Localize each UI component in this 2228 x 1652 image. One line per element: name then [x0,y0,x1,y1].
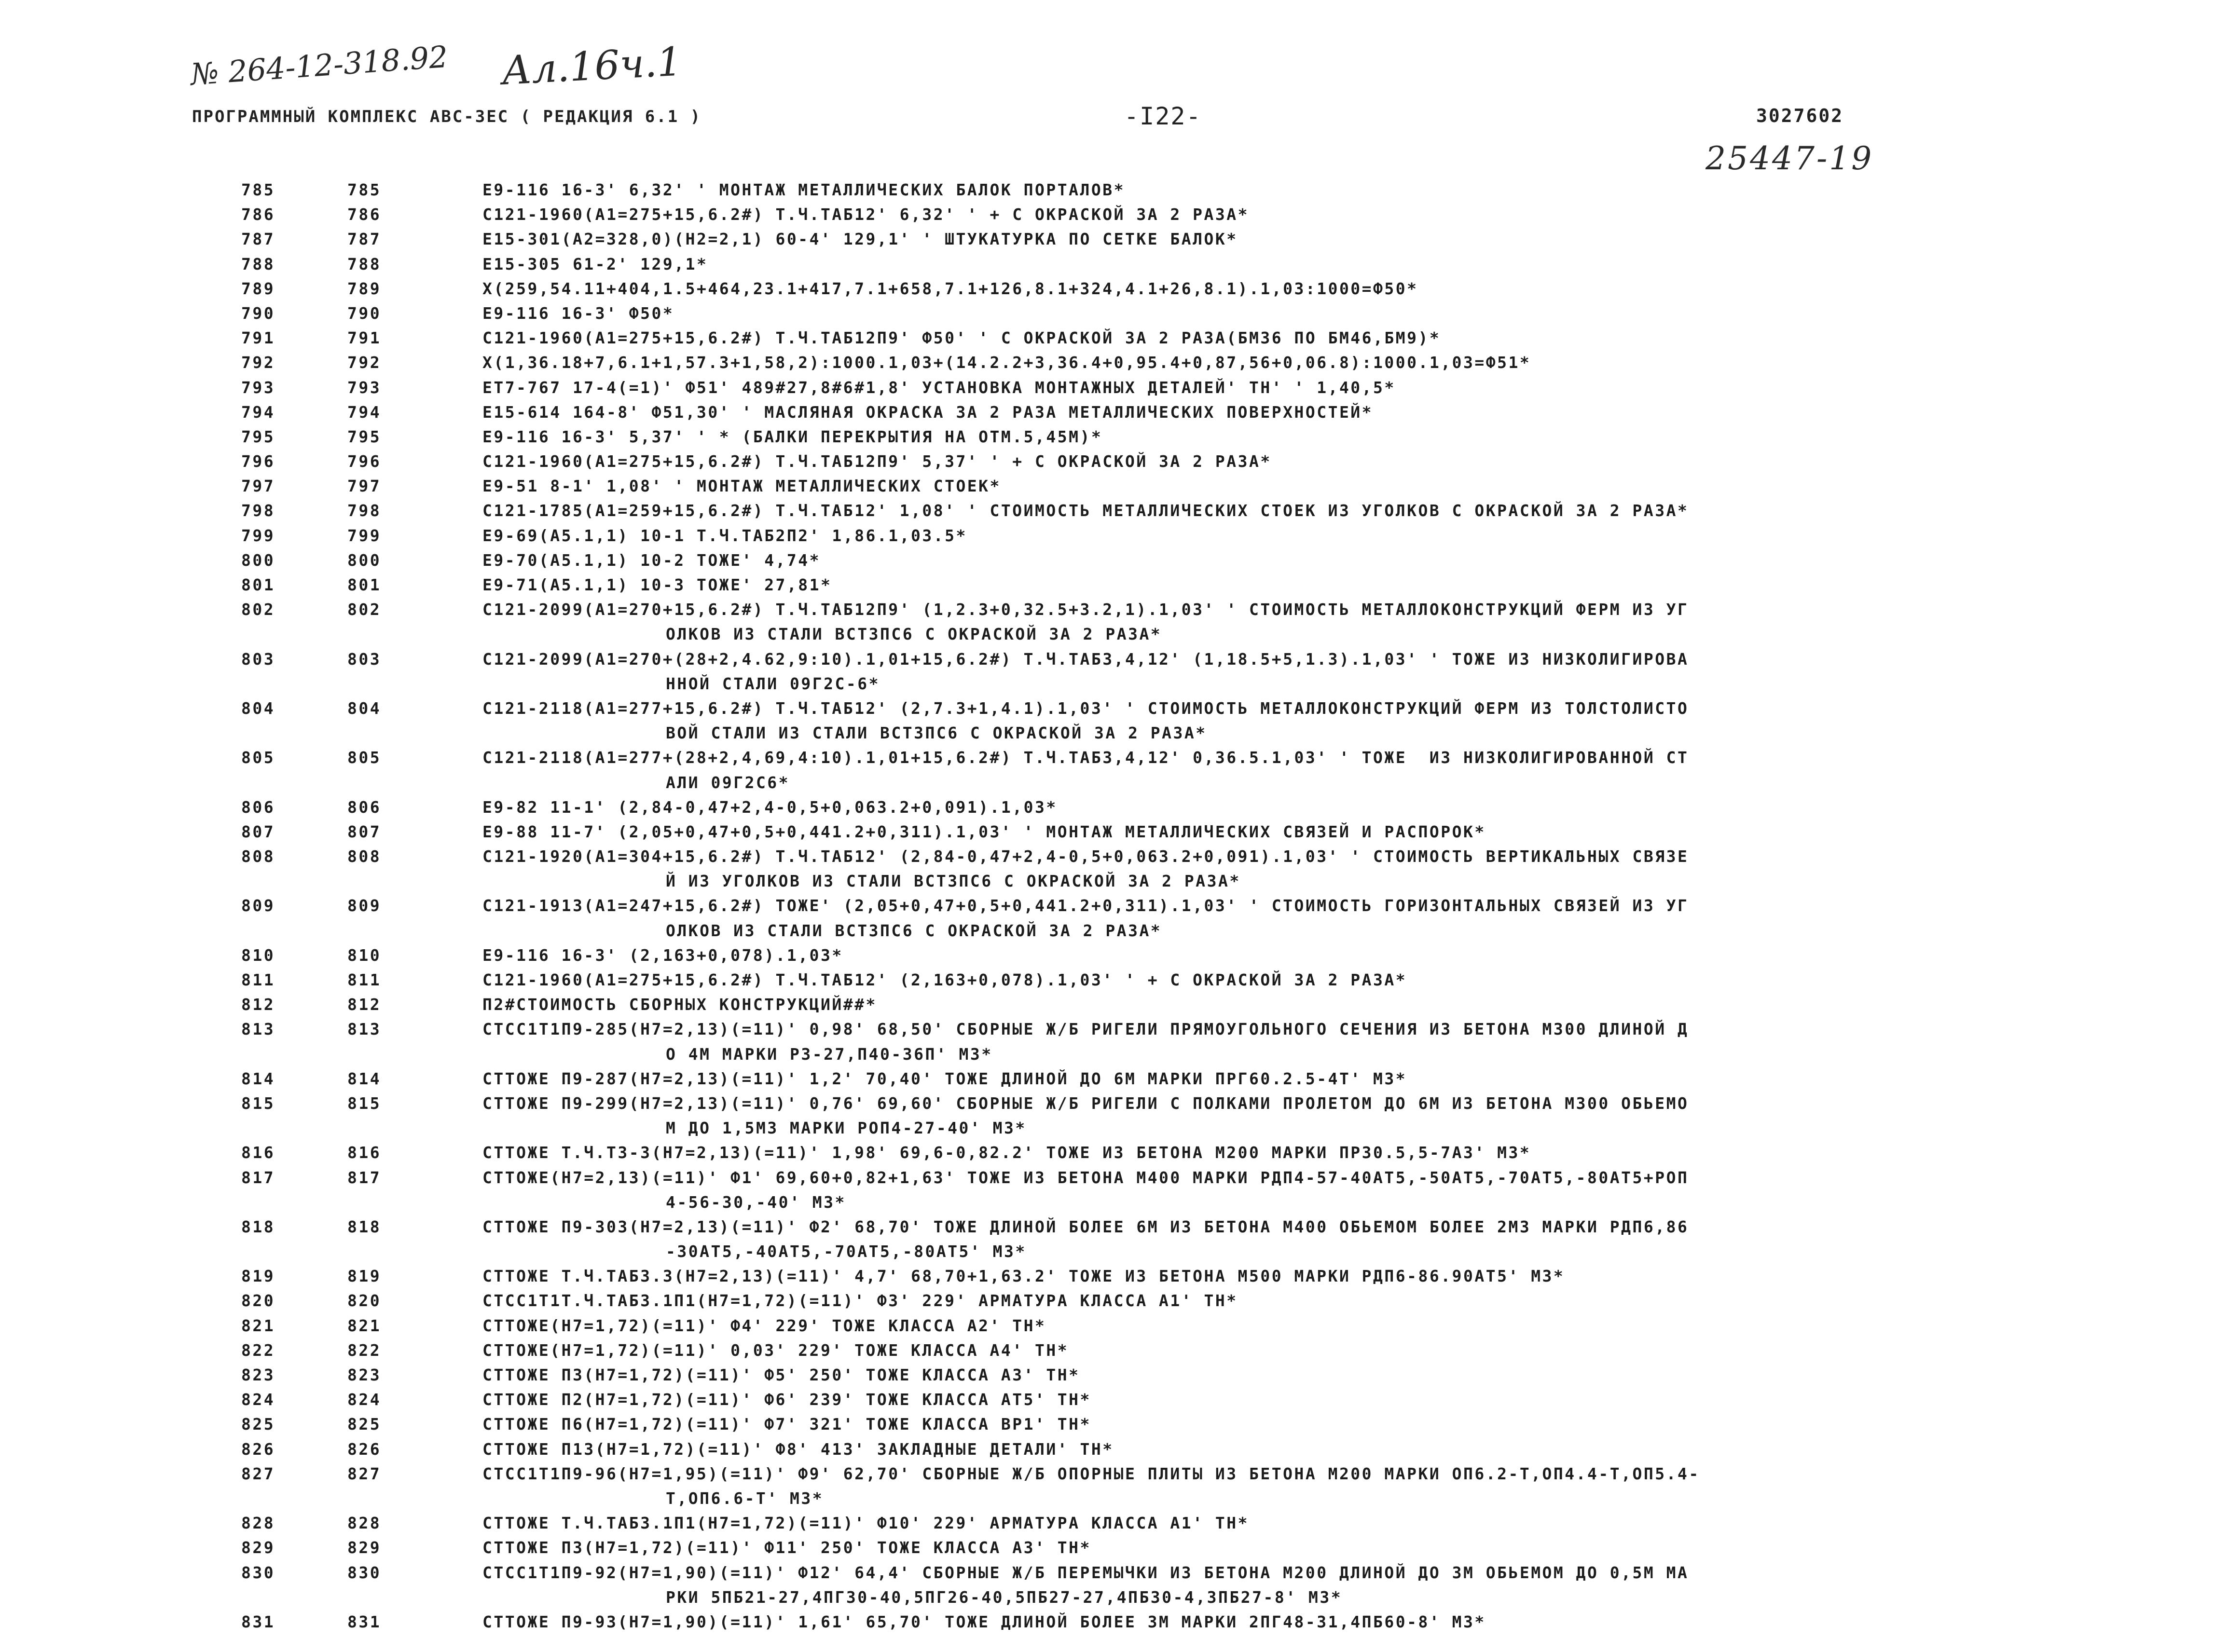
listing-row [0,1215,2228,1264]
statement-text: СТТОЖЕ Т.Ч.ТАБ3.1П1(Н7=1,72)(=11)' Ф10' 229' АРМАТУРА КЛАССА А1' ТН* [482,1514,1250,1533]
statement-text: С121-1960(А1=275+15,6.2#) Т.Ч.ТАБ12П9' 5,37' ' + С ОКРАСКОЙ ЗА 2 РАЗА* [482,452,1272,471]
statement-text: ЕТ7-767 17-4(=1)' Ф51' 489#27,8#6#1,8' УСТАНОВКА МОНТАЖНЫХ ДЕТАЛЕЙ' ТН' ' 1,40,5* [482,378,1396,397]
line-number: 823 [241,1365,275,1384]
listing-row [0,202,2228,227]
listing-line [0,1215,2228,1239]
statement-continuation: ОЛКОВ ИЗ СТАЛИ ВСТ3ПС6 С ОКРАСКОЙ ЗА 2 РАЗА* [666,625,1162,644]
listing-line [0,1560,2228,1585]
statement-number: 825 [347,1415,382,1434]
line-number: 817 [241,1168,275,1187]
listing-line [0,1165,2228,1190]
handwritten-doc-number: № 264-12-318.92 [189,39,449,92]
listing-row [0,177,2228,202]
statement-text: СТТОЖЕ П3(Н7=1,72)(=11)' Ф11' 250' ТОЖЕ КЛАССА А3' ТН* [482,1538,1091,1557]
line-number: 822 [241,1340,275,1360]
listing-line [0,523,2228,548]
listing-row [0,1313,2228,1338]
listing-row [0,696,2228,745]
listing-row [0,326,2228,350]
listing-row [0,1437,2228,1461]
line-number: 810 [241,945,275,965]
statement-number: 788 [347,254,382,273]
continuation-line [0,869,2228,893]
line-number: 819 [241,1267,275,1286]
listing-row [0,1264,2228,1288]
statement-number: 790 [347,303,382,323]
listing-line [0,647,2228,671]
statement-text: С121-1960(А1=275+15,6.2#) Т.Ч.ТАБ12' (2,163+0,078).1,03' ' + С ОКРАСКОЙ ЗА 2 РАЗА* [482,970,1407,989]
statement-number: 792 [347,353,382,372]
line-number: 788 [241,254,275,273]
line-number: 795 [241,427,275,446]
listing-row [0,276,2228,301]
statement-text: С121-2099(А1=270+(28+2,4.62,9:10).1,01+15,6.2#) Т.Ч.ТАБ3,4,12' (1,18.5+5,1.3).1,03' ' ТОЖЕ ИЗ НИЗКОЛИГИРОВА [482,649,1689,669]
listing-line [0,375,2228,400]
statement-text: Е15-305 61-2' 129,1* [482,254,708,273]
listing-row [0,1610,2228,1634]
statement-number: 807 [347,822,382,841]
listing-row [0,1412,2228,1436]
statement-text: Е9-69(А5.1,1) 10-1 Т.Ч.ТАБ2П2' 1,86.1,03.5* [482,526,967,545]
listing-row [0,844,2228,893]
line-number: 804 [241,698,275,718]
line-number: 806 [241,797,275,817]
listing-line [0,1437,2228,1461]
statement-text: СТТОЖЕ(Н7=2,13)(=11)' Ф1' 69,60+0,82+1,63' ТОЖЕ ИЗ БЕТОНА М400 МАРКИ РДП4-57-40АТ5,-50АТ5,-70АТ5,-80АТ5+РОП [482,1168,1689,1187]
statement-text: С121-2118(А1=277+15,6.2#) Т.Ч.ТАБ12' (2,7.3+1,4.1).1,03' ' СТОИМОСТЬ МЕТАЛЛОКОНСТРУКЦИЙ ФЕРМ ИЗ ТОЛСТОЛИСТО [482,698,1689,718]
statement-number: 810 [347,945,382,965]
statement-number: 827 [347,1464,382,1483]
listing-row [0,523,2228,548]
listing-row [0,992,2228,1017]
listing-line [0,400,2228,424]
listing-line [0,301,2228,326]
continuation-line [0,1116,2228,1140]
statement-number: 801 [347,575,382,594]
listing-line [0,1288,2228,1313]
line-number: 830 [241,1563,275,1582]
statement-text: С121-1960(А1=275+15,6.2#) Т.Ч.ТАБ12П9' Ф50' ' С ОКРАСКОЙ ЗА 2 РАЗА(БМ36 ПО БМ46,БМ9)* [482,328,1441,348]
statement-text: СТТОЖЕ П13(Н7=1,72)(=11)' Ф8' 413' ЗАКЛАДНЫЕ ДЕТАЛИ' ТН* [482,1439,1114,1459]
listing-row [0,943,2228,968]
statement-text: СТТОЖЕ П6(Н7=1,72)(=11)' Ф7' 321' ТОЖЕ КЛАССА ВР1' ТН* [482,1415,1091,1434]
listing-line [0,1412,2228,1436]
statement-number: 817 [347,1168,382,1187]
listing-row [0,375,2228,400]
listing-line [0,350,2228,375]
software-header: ПРОГРАММНЫЙ КОМПЛЕКС АВС-3ЕС ( РЕДАКЦИЯ 6.1 ) [192,107,702,126]
statement-text: П2#СТОИМОСТЬ СБОРНЫХ КОНСТРУКЦИЙ##* [482,995,877,1014]
statement-text: СТСС1Т1П9-96(Н7=1,95)(=11)' Ф9' 62,70' СБОРНЫЕ Ж/Б ОПОРНЫЕ ПЛИТЫ ИЗ БЕТОНА М200 МАРКИ ОП6.2-Т,ОП4.4-Т,ОП5.4- [482,1464,1700,1483]
statement-text: Е9-82 11-1' (2,84-0,47+2,4-0,5+0,063.2+0,091).1,03* [482,797,1058,817]
line-number: 821 [241,1316,275,1335]
statement-text: С121-2099(А1=270+15,6.2#) Т.Ч.ТАБ12П9' (1,2.3+0,32.5+3.2,1).1,03' ' СТОИМОСТЬ МЕТАЛЛОКОНСТРУКЦИЙ ФЕРМ ИЗ УГ [482,600,1689,619]
line-number: 824 [241,1390,275,1409]
statement-continuation: Т,ОП6.6-Т' М3* [666,1488,824,1508]
statement-text: Е9-116 16-3' 5,37' ' * (БАЛКИ ПЕРЕКРЫТИЯ НА ОТМ.5,45М)* [482,427,1103,446]
statement-number: 821 [347,1316,382,1335]
statement-number: 813 [347,1020,382,1039]
statement-number: 804 [347,698,382,718]
listing-row [0,1165,2228,1215]
statement-number: 811 [347,970,382,989]
line-number: 785 [241,180,275,199]
statement-text: СТТОЖЕ П2(Н7=1,72)(=11)' Ф6' 239' ТОЖЕ КЛАССА АТ5' ТН* [482,1390,1091,1409]
statement-number: 824 [347,1390,382,1409]
statement-continuation: ОЛКОВ ИЗ СТАЛИ ВСТ3ПС6 С ОКРАСКОЙ ЗА 2 РАЗА* [666,921,1162,940]
statement-continuation: ВОЙ СТАЛИ ИЗ СТАЛИ ВСТ3ПС6 С ОКРАСКОЙ ЗА 2 РАЗА* [666,724,1207,743]
statement-number: 794 [347,402,382,422]
statement-number: 786 [347,205,382,224]
statement-number: 818 [347,1217,382,1236]
listing-line [0,1140,2228,1165]
listing-row [0,449,2228,474]
listing-row [0,1140,2228,1165]
listing-line [0,1264,2228,1288]
listing-row [0,647,2228,696]
line-number: 827 [241,1464,275,1483]
statement-text: Х(259,54.11+404,1.5+464,23.1+417,7.1+658,7.1+126,8.1+324,4.1+26,8.1).1,03:1000=Ф50* [482,279,1418,298]
statement-text: Е9-71(А5.1,1) 10-3 ТОЖЕ' 27,81* [482,575,832,594]
continuation-line [0,1239,2228,1264]
line-number: 787 [241,230,275,249]
listing-line [0,1511,2228,1535]
listing-line [0,968,2228,992]
continuation-line [0,721,2228,745]
listing-row [0,1511,2228,1535]
statement-number: 809 [347,896,382,915]
listing-line [0,943,2228,968]
line-number: 800 [241,550,275,570]
statement-number: 798 [347,501,382,520]
statement-number: 819 [347,1267,382,1286]
line-number: 809 [241,896,275,915]
statement-text: Е9-51 8-1' 1,08' ' МОНТАЖ МЕТАЛЛИЧЕСКИХ СТОЕК* [482,477,1001,496]
listing-line [0,696,2228,721]
statement-number: 785 [347,180,382,199]
continuation-line [0,918,2228,943]
listing-row [0,795,2228,819]
handwritten-number: 25447-19 [1705,140,1874,177]
statement-text: СТТОЖЕ Т.Ч.ТАБ3.3(Н7=2,13)(=11)' 4,7' 68,70+1,63.2' ТОЖЕ ИЗ БЕТОНА М500 МАРКИ РДП6-86.90АТ5' М3* [482,1267,1565,1286]
listing-row [0,893,2228,942]
listing-row [0,1066,2228,1091]
statement-continuation: О 4М МАРКИ Р3-27,П40-36П' М3* [666,1044,993,1064]
listing-line [0,844,2228,869]
statement-number: 793 [347,378,382,397]
line-number: 797 [241,477,275,496]
statement-text: СТСС1Т1П9-92(Н7=1,90)(=11)' Ф12' 64,4' СБОРНЫЕ Ж/Б ПЕРЕМЫЧКИ ИЗ БЕТОНА М200 ДЛИНОЙ ДО 3М ОБЬЕМОМ ДО 0,5М МА [482,1563,1689,1582]
listing-line [0,597,2228,622]
line-number: 793 [241,378,275,397]
listing-row [0,573,2228,597]
continuation-line [0,671,2228,696]
line-number: 791 [241,328,275,348]
statement-number: 799 [347,526,382,545]
line-number: 790 [241,303,275,323]
listing-line [0,227,2228,251]
statement-text: Е9-116 16-3' Ф50* [482,303,674,323]
line-number: 794 [241,402,275,422]
line-number: 792 [241,353,275,372]
listing-line [0,1387,2228,1412]
line-number: 789 [241,279,275,298]
listing-line [0,992,2228,1017]
statement-text: Е9-116 16-3' (2,163+0,078).1,03* [482,945,843,965]
statement-number: 796 [347,452,382,471]
statement-number: 791 [347,328,382,348]
listing [0,177,2228,1634]
continuation-line [0,1486,2228,1511]
listing-line [0,795,2228,819]
listing-line [0,1610,2228,1634]
statement-number: 823 [347,1365,382,1384]
listing-line [0,498,2228,523]
listing-row [0,1338,2228,1363]
statement-text: С121-1920(А1=304+15,6.2#) Т.Ч.ТАБ12' (2,84-0,47+2,4-0,5+0,063.2+0,091).1,03' ' СТОИМОСТЬ ВЕРТИКАЛЬНЫХ СВЯЗЕ [482,847,1689,866]
listing-row [0,597,2228,646]
statement-number: 795 [347,427,382,446]
line-number: 798 [241,501,275,520]
listing-line [0,745,2228,770]
statement-text: Е15-301(А2=328,0)(Н2=2,1) 60-4' 129,1' ' ШТУКАТУРКА ПО СЕТКЕ БАЛОК* [482,230,1238,249]
statement-continuation: 4-56-30,-40' М3* [666,1192,846,1212]
statement-number: 789 [347,279,382,298]
listing-row [0,1535,2228,1560]
listing-line [0,1461,2228,1486]
listing-line [0,1313,2228,1338]
statement-number: 797 [347,477,382,496]
listing-row [0,350,2228,375]
statement-continuation: РКИ 5ПБ21-27,4ПГ30-40,5ПГ26-40,5ПБ27-27,4ПБ30-4,3ПБ27-8' М3* [666,1587,1343,1607]
statement-number: 828 [347,1514,382,1533]
statement-text: Е9-70(А5.1,1) 10-2 ТОЖЕ' 4,74* [482,550,821,570]
listing-row [0,819,2228,844]
listing-line [0,177,2228,202]
continuation-line [0,1042,2228,1066]
statement-number: 803 [347,649,382,669]
statement-number: 787 [347,230,382,249]
listing-line [0,893,2228,918]
line-number: 816 [241,1143,275,1162]
listing-line [0,573,2228,597]
listing-row [0,1363,2228,1387]
listing-row [0,1387,2228,1412]
statement-text: СТТОЖЕ П9-303(Н7=2,13)(=11)' Ф2' 68,70' ТОЖЕ ДЛИНОЙ БОЛЕЕ 6М ИЗ БЕТОНА М400 ОБЬЕМОМ БОЛЕЕ 2М3 МАРКИ РДП6,86 [482,1217,1689,1236]
line-number: 814 [241,1069,275,1088]
listing-line [0,1091,2228,1116]
listing-line [0,1363,2228,1387]
listing-line [0,1535,2228,1560]
statement-number: 820 [347,1291,382,1311]
listing-row [0,745,2228,794]
statement-number: 812 [347,995,382,1014]
statement-number: 802 [347,600,382,619]
statement-text: СТТОЖЕ(Н7=1,72)(=11)' Ф4' 229' ТОЖЕ КЛАССА А2' ТН* [482,1316,1046,1335]
statement-number: 808 [347,847,382,866]
listing-row [0,968,2228,992]
statement-text: СТТОЖЕ П9-287(Н7=2,13)(=11)' 1,2' 70,40' ТОЖЕ ДЛИНОЙ ДО 6М МАРКИ ПРГ60.2.5-4Т' М3* [482,1069,1407,1088]
statement-number: 806 [347,797,382,817]
line-number: 811 [241,970,275,989]
document-code: 3027602 [1756,105,1844,126]
line-number: 828 [241,1514,275,1533]
statement-text: Е9-116 16-3' 6,32' ' МОНТАЖ МЕТАЛЛИЧЕСКИХ БАЛОК ПОРТАЛОВ* [482,180,1125,199]
listing-row [0,498,2228,523]
statement-continuation: -30АТ5,-40АТ5,-70АТ5,-80АТ5' М3* [666,1242,1027,1261]
listing-line [0,449,2228,474]
statement-number: 830 [347,1563,382,1582]
listing-row [0,1288,2228,1313]
statement-number: 822 [347,1340,382,1360]
listing-row [0,548,2228,573]
listing-line [0,424,2228,449]
statement-number: 805 [347,748,382,767]
statement-text: СТТОЖЕ П9-93(Н7=1,90)(=11)' 1,61' 65,70' ТОЖЕ ДЛИНОЙ БОЛЕЕ 3М МАРКИ 2ПГ48-31,4ПБ60-8' М3* [482,1612,1486,1631]
line-number: 831 [241,1612,275,1631]
statement-text: Е15-614 164-8' Ф51,30' ' МАСЛЯНАЯ ОКРАСКА ЗА 2 РАЗА МЕТАЛЛИЧЕСКИХ ПОВЕРХНОСТЕЙ* [482,402,1374,422]
listing-line [0,548,2228,573]
listing-row [0,1560,2228,1610]
statement-text: С121-2118(А1=277+(28+2,4,69,4:10).1,01+15,6.2#) Т.Ч.ТАБ3,4,12' 0,36.5.1,03' ' ТОЖЕ ИЗ НИЗКОЛИГИРОВАННОЙ СТ [482,748,1689,767]
line-number: 803 [241,649,275,669]
statement-text: СТТОЖЕ П3(Н7=1,72)(=11)' Ф5' 250' ТОЖЕ КЛАССА А3' ТН* [482,1365,1080,1384]
line-number: 825 [241,1415,275,1434]
line-number: 786 [241,205,275,224]
listing-row [0,400,2228,424]
line-number: 805 [241,748,275,767]
line-number: 796 [241,452,275,471]
listing-row [0,1017,2228,1066]
listing-row [0,301,2228,326]
continuation-line [0,1190,2228,1215]
listing-row [0,227,2228,251]
statement-number: 831 [347,1612,382,1631]
continuation-line [0,622,2228,646]
statement-text: Х(1,36.18+7,6.1+1,57.3+1,58,2):1000.1,03+(14.2.2+3,36.4+0,95.4+0,87,56+0,06.8):1000.1,03=Ф51* [482,353,1531,372]
line-number: 815 [241,1093,275,1113]
line-number: 813 [241,1020,275,1039]
statement-number: 816 [347,1143,382,1162]
listing-row [0,424,2228,449]
listing-line [0,202,2228,227]
listing-line [0,1066,2228,1091]
statement-number: 815 [347,1093,382,1113]
statement-text: СТСС1Т1Т.Ч.ТАБ3.1П1(Н7=1,72)(=11)' Ф3' 229' АРМАТУРА КЛАССА А1' ТН* [482,1291,1238,1311]
statement-number: 814 [347,1069,382,1088]
statement-text: СТСС1Т1П9-285(Н7=2,13)(=11)' 0,98' 68,50' СБОРНЫЕ Ж/Б РИГЕЛИ ПРЯМОУГОЛЬНОГО СЕЧЕНИЯ ИЗ БЕТОНА М300 ДЛИНОЙ Д [482,1020,1689,1039]
statement-continuation: ННОЙ СТАЛИ 09Г2С-6* [666,674,880,693]
line-number: 808 [241,847,275,866]
listing-row [0,474,2228,498]
line-number: 829 [241,1538,275,1557]
statement-text: С121-1960(А1=275+15,6.2#) Т.Ч.ТАБ12' 6,32' ' + С ОКРАСКОЙ ЗА 2 РАЗА* [482,205,1250,224]
line-number: 802 [241,600,275,619]
statement-text: СТТОЖЕ Т.Ч.Т3-3(Н7=2,13)(=11)' 1,98' 69,6-0,82.2' ТОЖЕ ИЗ БЕТОНА М200 МАРКИ ПР30.5,5-7А3' М3* [482,1143,1531,1162]
line-number: 807 [241,822,275,841]
listing-line [0,276,2228,301]
listing-line [0,326,2228,350]
statement-continuation: Й ИЗ УГОЛКОВ ИЗ СТАЛИ ВСТ3ПС6 С ОКРАСКОЙ ЗА 2 РАЗА* [666,872,1241,891]
listing-line [0,819,2228,844]
statement-text: СТТОЖЕ П9-299(Н7=2,13)(=11)' 0,76' 69,60' СБОРНЫЕ Ж/Б РИГЕЛИ С ПОЛКАМИ ПРОЛЕТОМ ДО 6М ИЗ БЕТОНА М300 ОБЬЕМО [482,1093,1689,1113]
listing-line [0,252,2228,276]
listing-line [0,1338,2228,1363]
statement-continuation: М ДО 1,5М3 МАРКИ РОП4-27-40' М3* [666,1119,1027,1138]
listing-row [0,252,2228,276]
listing-row [0,1461,2228,1511]
statement-number: 826 [347,1439,382,1459]
line-number: 818 [241,1217,275,1236]
listing-line [0,1017,2228,1041]
line-number: 812 [241,995,275,1014]
statement-number: 829 [347,1538,382,1557]
statement-continuation: АЛИ 09Г2С6* [666,773,790,792]
statement-text: С121-1913(А1=247+15,6.2#) ТОЖЕ' (2,05+0,47+0,5+0,441.2+0,311).1,03' ' СТОИМОСТЬ ГОРИЗОНТАЛЬНЫХ СВЯЗЕЙ ИЗ УГ [482,896,1689,915]
handwritten-album-number: Ал.16ч.1 [500,39,683,94]
line-number: 801 [241,575,275,594]
listing-line [0,474,2228,498]
line-number: 820 [241,1291,275,1311]
line-number: 799 [241,526,275,545]
line-number: 826 [241,1439,275,1459]
statement-text: СТТОЖЕ(Н7=1,72)(=11)' 0,03' 229' ТОЖЕ КЛАССА А4' ТН* [482,1340,1069,1360]
statement-text: Е9-88 11-7' (2,05+0,47+0,5+0,441.2+0,311).1,03' ' МОНТАЖ МЕТАЛЛИЧЕСКИХ СВЯЗЕЙ И РАСПОРОК* [482,822,1486,841]
continuation-line [0,770,2228,795]
statement-text: С121-1785(А1=259+15,6.2#) Т.Ч.ТАБ12' 1,08' ' СТОИМОСТЬ МЕТАЛЛИЧЕСКИХ СТОЕК ИЗ УГОЛКОВ С ОКРАСКОЙ ЗА 2 РАЗА* [482,501,1689,520]
continuation-line [0,1585,2228,1610]
statement-number: 800 [347,550,382,570]
page-number: -I22- [1124,102,1202,130]
listing-row [0,1091,2228,1140]
